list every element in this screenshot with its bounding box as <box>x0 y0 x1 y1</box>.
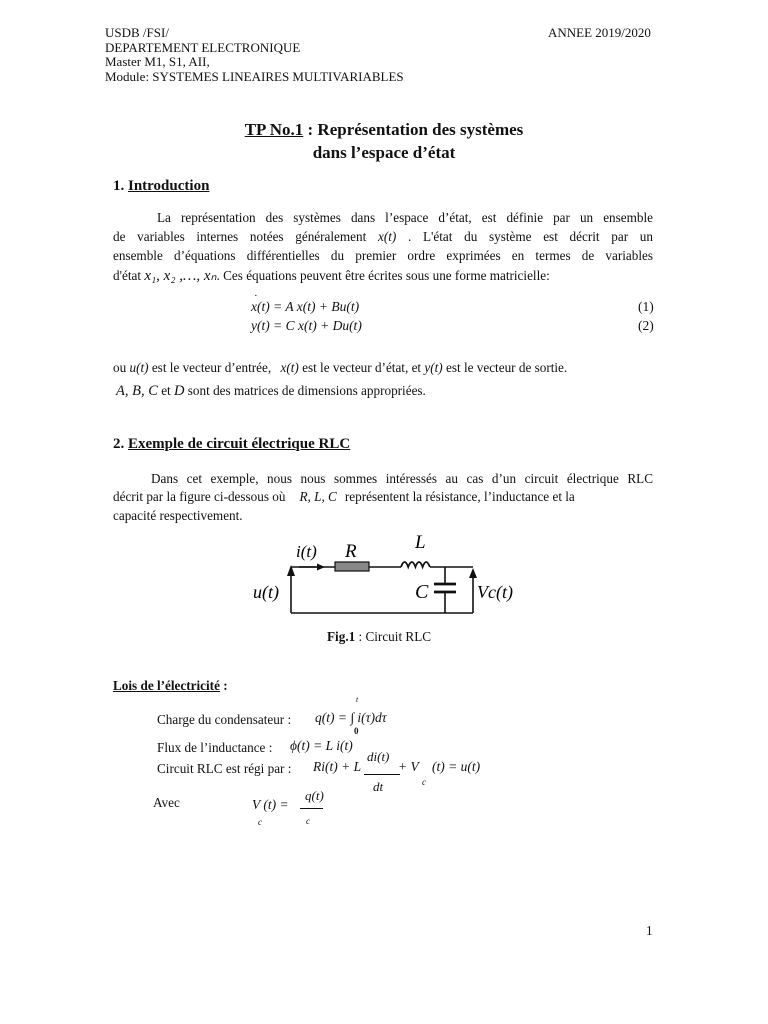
inductor-symbol <box>401 562 430 567</box>
rlc-para-line2 <box>113 487 653 506</box>
section2-heading <box>113 436 350 453</box>
vectors-text-a: ou <box>113 360 130 375</box>
figure-caption-label: Fig.1 <box>327 629 356 644</box>
rlc-para-line3: capacité respectivement. <box>113 508 243 523</box>
resistor-symbol <box>335 562 369 571</box>
intro-line4 <box>113 266 653 286</box>
avec-fraction-numerator: q(t) <box>305 788 324 803</box>
matrices-text: sont des matrices de dimensions appropriées. <box>184 383 426 398</box>
vectors-text-b: est le vecteur d’entrée, <box>148 360 272 375</box>
vectors-description <box>113 358 673 377</box>
avec-equation: V (t) = <box>252 797 289 812</box>
matrix-d-math: D <box>174 383 185 399</box>
vectors-text-c: est le vecteur d’état, et <box>298 360 425 375</box>
rlc-para-line2-a: décrit par la figure ci-dessous où <box>113 489 286 504</box>
header-module: Module: SYSTEMES LINEAIRES MULTIVARIABLES <box>105 68 404 84</box>
vectors-text-d: est le vecteur de sortie. <box>442 360 568 375</box>
figure-caption <box>327 627 431 646</box>
rlc-equation-c: (t) = u(t) <box>432 759 481 774</box>
output-vector-math: y(t) <box>424 360 443 375</box>
label-inductor: L <box>415 532 426 553</box>
rlc-label: Circuit RLC est régi par : <box>157 761 292 776</box>
output-arrow-head <box>469 568 477 578</box>
rlc-para-line1: Dans cet exemple, nous nous sommes intéressés au cas d’un circuit électrique RLC <box>151 471 653 486</box>
avec-fraction-denominator: c <box>306 816 310 826</box>
avec-fraction-bar <box>300 808 323 809</box>
laws-heading <box>113 676 228 695</box>
title-rest: : Représentation des systèmes <box>303 120 524 139</box>
avec-label: Avec <box>153 795 180 810</box>
state-vector-math: x(t) <box>377 229 397 244</box>
equation-2-number: (2) <box>638 318 654 333</box>
rlc-fraction-bar <box>364 774 400 775</box>
matrices-math: A, B, C <box>116 383 158 399</box>
matrices-description <box>116 381 426 401</box>
page-number: 1 <box>646 923 653 938</box>
equation-2: y(t) = C x(t) + Du(t) <box>251 318 362 333</box>
header-program: Master M1, S1, AII, <box>105 54 210 69</box>
section1-title: Introduction <box>128 178 210 194</box>
equation-1-number: (1) <box>638 299 654 314</box>
section1-heading <box>113 178 209 195</box>
rlc-equation-b: + V <box>398 759 419 774</box>
state-variables-math: x₁, x₂ ,…, xₙ <box>144 268 217 284</box>
figure-caption-text: : Circuit RLC <box>355 629 432 644</box>
avec-vc-subscript: c <box>258 817 262 827</box>
section1-number: 1. <box>113 178 128 194</box>
rlc-para-line2-b: représentent la résistance, l’inductance et la <box>344 489 575 504</box>
header-block <box>105 26 404 84</box>
label-input: u(t) <box>253 582 279 602</box>
intro-line2 <box>113 227 653 246</box>
integral-lower-bound: 0 <box>354 726 359 736</box>
flux-equation: ϕ(t) = L i(t) <box>290 738 353 753</box>
section2-number: 2. <box>113 436 128 452</box>
intro-line3: ensemble d’équations différentielles du premier ordre exprimées en termes de variables <box>113 248 653 263</box>
intro-line2-text: de variables internes notées généralement <box>113 229 378 244</box>
title-tp: TP No.1 <box>244 120 304 139</box>
eq1-dot: · <box>254 290 258 302</box>
charge-label: Charge du condensateur : <box>157 712 292 727</box>
charge-equation: q(t) = ∫ i(τ)dτ <box>315 710 387 725</box>
label-resistor: R <box>345 541 357 562</box>
label-output: Vc(t) <box>477 582 513 602</box>
rlc-fraction-numerator: di(t) <box>367 749 390 764</box>
eq1-body <box>251 290 360 314</box>
laws-heading-colon: : <box>219 678 228 693</box>
rlc-equation-a: Ri(t) + L <box>313 759 362 774</box>
page-title <box>0 119 768 140</box>
rlc-vc-subscript: c <box>422 777 426 787</box>
flux-label: Flux de l’inductance : <box>157 740 273 755</box>
eq1-text: x(t) = A x(t) + Bu(t) <box>251 299 360 314</box>
equation-1 <box>251 290 360 315</box>
label-current: i(t) <box>296 542 317 561</box>
rlc-circuit-diagram <box>245 528 535 628</box>
rlc-symbols-math: R, L, C <box>299 489 337 504</box>
intro-line4-text: d'état <box>113 268 145 283</box>
intro-line2-text-b: . L'état du système est décrit par un <box>396 229 653 244</box>
intro-line4-text-b: . Ces équations peuvent être écrites sous une forme matricielle: <box>216 268 550 283</box>
section2-title: Exemple de circuit électrique RLC <box>128 436 351 452</box>
laws-heading-text: Lois de l’électricité <box>113 678 220 693</box>
header-year: ANNEE 2019/2020 <box>548 25 651 40</box>
intro-line1: La représentation des systèmes dans l’espace d’état, est définie par un ensemble <box>157 210 653 225</box>
state-vector-math-2: x(t) <box>280 360 299 375</box>
input-vector-math: u(t) <box>129 360 149 375</box>
integral-upper-bound: t <box>356 695 359 704</box>
matrices-et: et <box>157 383 175 398</box>
current-arrow-head <box>317 564 325 571</box>
header-department: DEPARTEMENT ELECTRONIQUE <box>105 39 301 55</box>
page-title-line2: dans l’espace d’état <box>312 143 456 162</box>
header-university: USDB /FSI/ <box>105 25 169 40</box>
label-capacitor: C <box>415 581 429 603</box>
rlc-fraction-denominator: dt <box>373 779 384 794</box>
